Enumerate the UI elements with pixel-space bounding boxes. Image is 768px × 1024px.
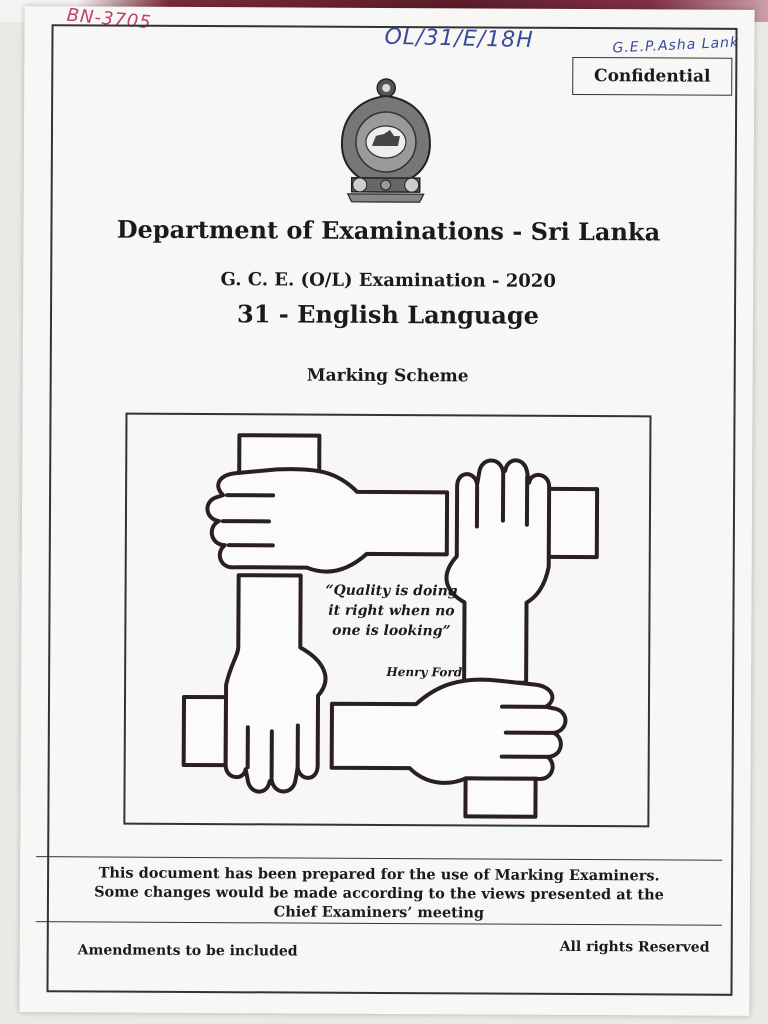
quote-text: “Quality is doing it right when no one is looking” [325,582,458,640]
handwritten-code: OL/31/E/18H [384,24,534,54]
handwritten-reference: BN-3705 [65,4,153,34]
handwritten-name: G.E.P.Asha Lank [612,34,740,57]
rights-note: All rights Reserved [559,938,710,956]
notice-line-1: This document has been prepared for the use of Marking Examiners. [98,864,660,885]
notice-line-2: Some changes would be made according to the views presented at the [94,883,664,904]
confidential-badge: Confidential [572,57,732,96]
sri-lanka-emblem-icon [334,74,439,207]
illustration-box [123,413,651,828]
examiner-notice [36,856,722,926]
exam-title: G. C. E. (O/L) Examination - 2020 [220,269,556,292]
subject-title: 31 - English Language [237,299,540,330]
amendments-note: Amendments to be included [77,942,298,960]
department-title: Department of Examinations - Sri Lanka [116,214,661,247]
document-type: Marking Scheme [306,365,469,387]
quote-author: Henry Ford [386,664,463,680]
document-page [19,6,754,1016]
notice-line-3: Chief Examiners’ meeting [273,903,485,922]
